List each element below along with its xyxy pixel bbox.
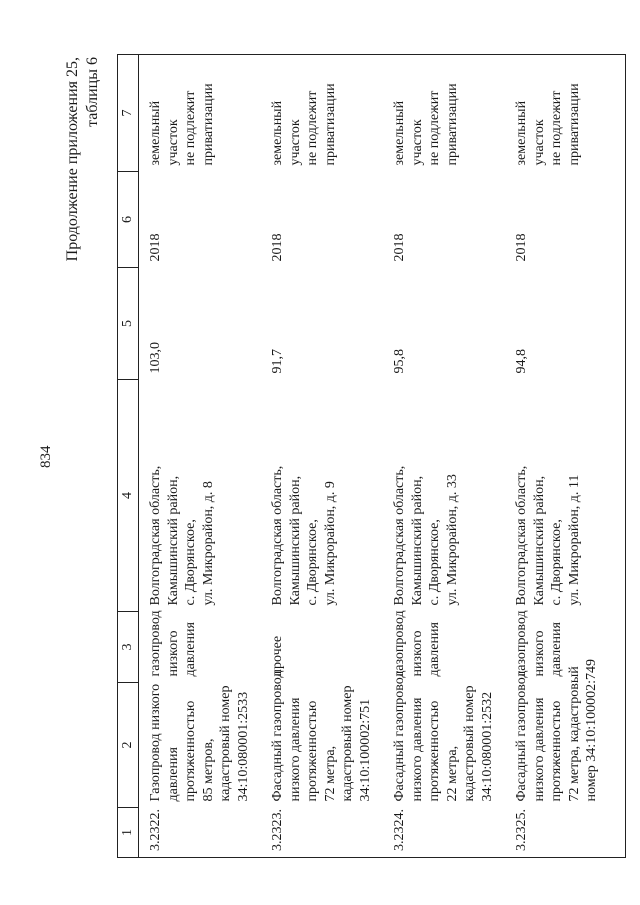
page-number: 834 — [38, 445, 54, 468]
column-header: 5 — [118, 268, 139, 380]
object-year: 2018 — [505, 172, 626, 268]
table-row — [139, 55, 262, 858]
column-header: 1 — [118, 808, 139, 858]
object-note: земельный участок не подлежит приватизации — [139, 55, 262, 172]
object-note: земельный участок не подлежит приватизации — [383, 55, 505, 172]
object-address: Волгоградская область, Камышинский район, с. Дворянское, ул. Микрорайон, д. 9 — [270, 465, 338, 606]
object-address: Волгоградская область, Камышинский район, с. Дворянское, ул. Микрорайон, д. 8 — [148, 465, 216, 606]
object-name: Фасадный газопровод низкого давления протяженностью 72 метра, кадастровый номер 34:10:100002:751 — [270, 670, 373, 802]
object-value: 94,8 — [505, 268, 626, 380]
table-row — [505, 55, 626, 858]
column-number-header — [118, 55, 139, 858]
object-name: Фасадный газопровод низкого давления протяженностью 22 метра, кадастровый номер 34:10:080001:2532 — [392, 670, 495, 802]
table-row — [383, 55, 505, 858]
table-row — [261, 55, 383, 858]
object-note: земельный участок не подлежит приватизации — [261, 55, 383, 172]
column-header: 6 — [118, 172, 139, 268]
caption-line-1: Продолжение приложения 25, — [64, 57, 81, 262]
object-address: Волгоградская область, Камышинский район, с. Дворянское, ул. Микрорайон, д. 33 — [392, 465, 460, 606]
object-name: Газопровод низкого давления протяженностью 85 метров, кадастровый номер 34:10:080001:2533 — [148, 683, 251, 802]
object-value: 91,7 — [270, 349, 285, 374]
object-year: 2018 — [148, 233, 163, 262]
caption-line-2: таблицы 6 — [84, 57, 101, 127]
row-number: 3.2325. — [505, 808, 626, 858]
row-number: 3.2323. — [261, 808, 383, 858]
object-name: Фасадный газопровод низкого давления протяженностью 72 метра, кадастровый номер 34:10:100002:749 — [505, 683, 626, 808]
column-header: 7 — [118, 55, 139, 172]
object-type: газопровод низкого давления — [148, 610, 198, 677]
column-header: 3 — [118, 612, 139, 683]
column-header: 4 — [118, 380, 139, 612]
row-number: 3.2322. — [139, 808, 262, 858]
object-type: газопровод низкого давления — [392, 610, 442, 677]
object-type: газопровод низкого давления — [505, 612, 626, 683]
object-value: 95,8 — [392, 349, 407, 374]
object-year: 2018 — [270, 233, 285, 262]
appendix-caption — [63, 57, 103, 261]
object-type: прочее — [270, 635, 285, 677]
property-register-table — [117, 54, 626, 858]
object-note: земельный участок не подлежит приватизации — [505, 55, 626, 172]
row-number: 3.2324. — [383, 808, 505, 858]
object-year: 2018 — [392, 233, 407, 262]
column-header: 2 — [118, 683, 139, 808]
object-value: 103,0 — [148, 342, 163, 374]
object-address: Волгоградская область, Камышинский район, с. Дворянское, ул. Микрорайон, д. 11 — [505, 380, 626, 612]
